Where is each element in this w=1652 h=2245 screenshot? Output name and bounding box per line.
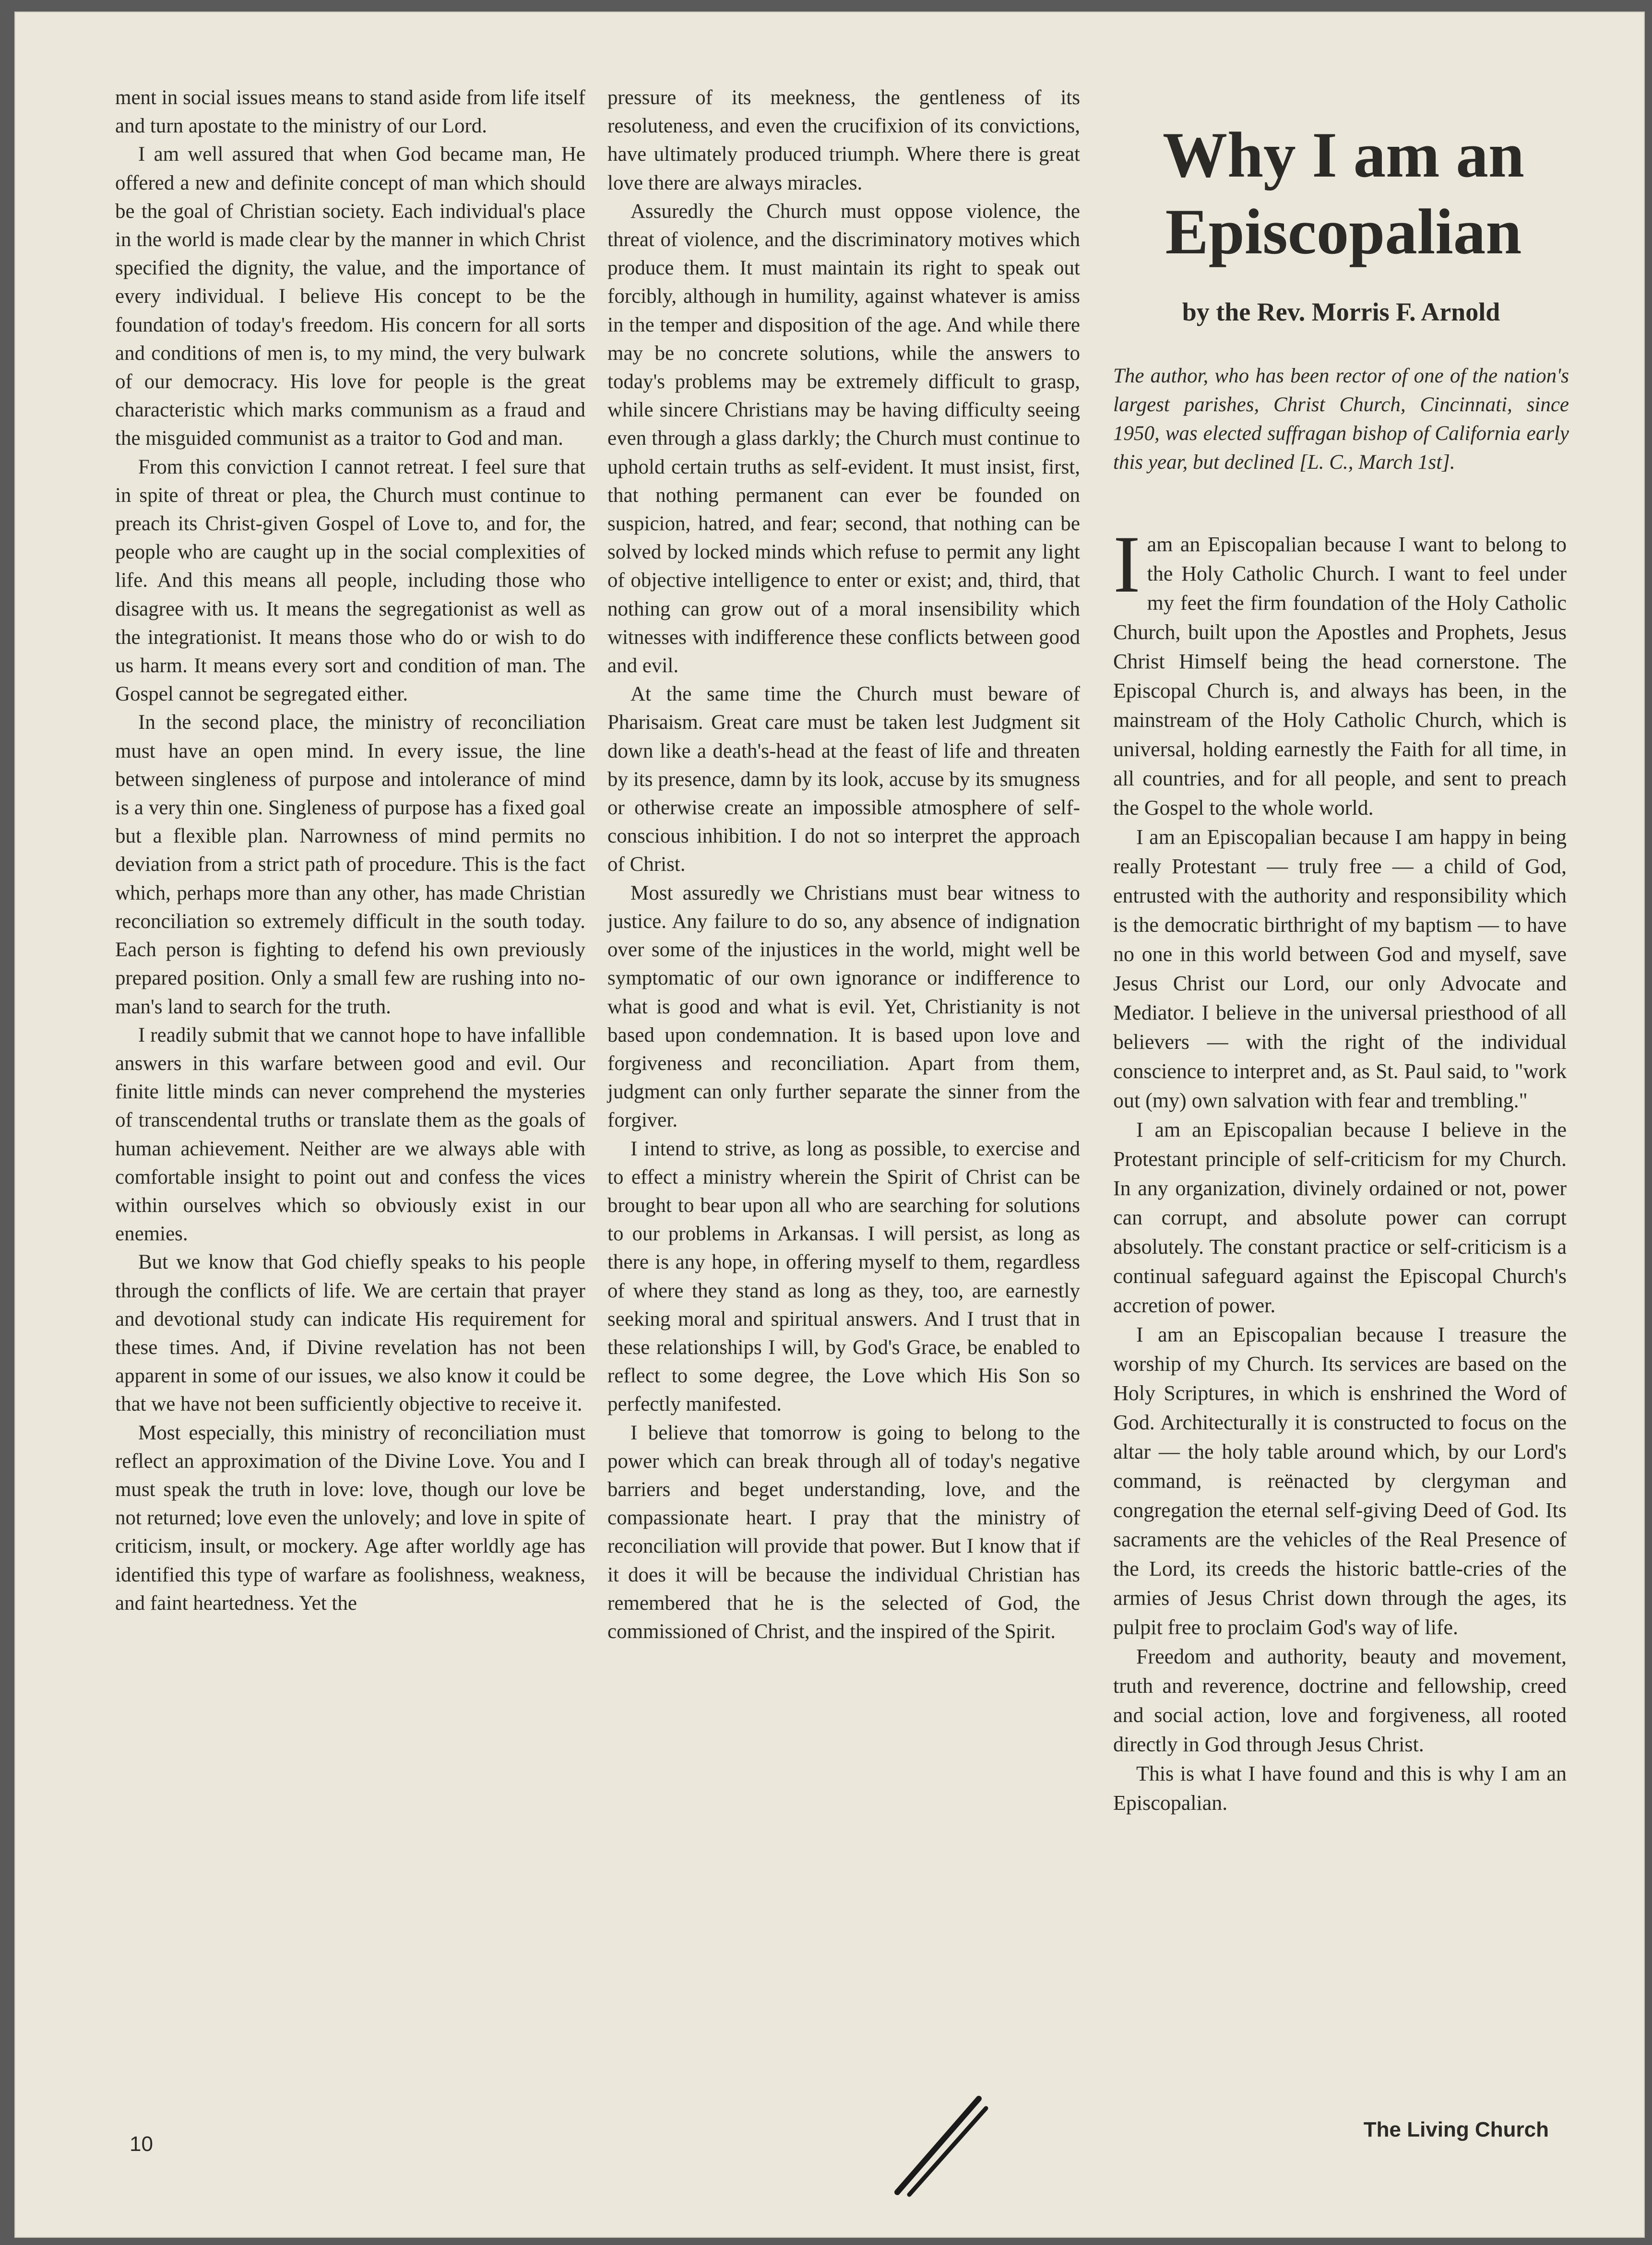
- paragraph: From this conviction I cannot retreat. I feel sure that in spite of threat or plea, the Church must continue to preach its Christ-given Gospel of Love to, and for, the people who are caught up in the social complexities of life. And this means all people, including those who disagree with us. It means the segregationist as well as the integrationist. It means those who do or wish to do us harm. It means every sort and condition of man. The Gospel cannot be segregated either.: [115, 455, 585, 706]
- author-note: The author, who has been rector of one of the nation's largest parishes, Christ Church, Cincinnati, since 1950, was elected suffragan bishop of California early this year, but declined [L. C., March 1st].: [1113, 365, 1569, 474]
- middle-column: [607, 83, 1080, 1646]
- paragraph: This is what I have found and this is why I am an Episcopalian.: [1113, 1762, 1567, 1815]
- paragraph: I am well assured that when God became man, He offered a new and definite concept of man which should be the goal of Christian society. Each individual's place in the world is made clear by the manner in which Christ specified the dignity, the value, and the importance of every individual. I believe His concept to be the foundation of today's freedom. His concern for all sorts and conditions of men is, to my mind, the very bulwark of our democracy. His love for people is the great characteristic which marks communism as a fraud and the misguided communist as a traitor to God and man.: [115, 143, 585, 450]
- drop-cap: I: [1113, 519, 1141, 609]
- paragraph: At the same time the Church must beware of Pharisaism. Great care must be taken lest Judgment sit down like a death's-head at the feast of life and threaten by its presence, damn by its look, accuse by its smugness or otherwise create an impossible atmosphere of self-conscious inhibition. I do not so interpret the approach of Christ.: [607, 683, 1080, 876]
- paragraph-text: am an Episcopalian because I want to belong to the Holy Catholic Church. I want to feel under my feet the firm foundation of the Holy Catholic Church, built upon the Apostles and Prophets, Jesus Christ Himself being the head cornerstone. The Episcopal Church is, and always has been, in the mainstream of the Holy Catholic Church, which is universal, holding earnestly the Faith for all time, in all countries, and for all people, and sent to preach the Gospel to the whole world.: [1113, 533, 1567, 820]
- paragraph: I believe that tomorrow is going to belong to the power which can break through all of today's negative barriers and beget understanding, love, and the compassionate heart. I pray that the ministry of reconciliation will provide that power. But I know that if it does it will be because the individual Christian has remembered that he is the selected of God, the commissioned of Christ, and the inspired of the Spirit.: [607, 1421, 1080, 1643]
- paragraph: ment in social issues means to stand aside from life itself and turn apostate to the ministry of our Lord.: [115, 86, 585, 138]
- paragraph: Most especially, this ministry of reconciliation must reflect an approximation of the Divine Love. You and I must speak the truth in love: love, though our love be not returned; love even the unlovely; and love in spite of criticism, insult, or mockery. Age after worldly age has identified this type of warfare as foolishness, weakness, and faint heartedness. Yet the: [115, 1421, 585, 1615]
- article-byline: by the Rev. Morris F. Arnold: [1182, 297, 1500, 326]
- publication-name: The Living Church: [1363, 2118, 1549, 2141]
- paragraph: In the second place, the ministry of reconciliation must have an open mind. In every issue, the line between singleness of purpose and intolerance of mind is a very thin one. Singleness of purpose has a fixed goal but a flexible plan. Narrowness of mind permits no deviation from a strict path of procedure. This is the fact which, perhaps more than any other, has made Christian reconciliation so extremely difficult in the south today. Each person is fighting to defend his own previously prepared position. Only a small few are rushing into no-man's land to search for the truth.: [115, 711, 585, 1018]
- paragraph: I intend to strive, as long as possible, to exercise and to effect a ministry wherein the Spirit of Christ can be brought to bear upon all who are searching for solutions to our problems in Arkansas. I will persist, as long as there is any hope, in offering myself to them, regardless of where they stand as long as they, too, are earnestly seeking moral and spiritual answers. And I trust that in these relationships I will, by God's Grace, be enabled to reflect to some degree, the Love which His Son so perfectly manifested.: [607, 1137, 1080, 1416]
- pen-stroke-icon: [888, 2089, 993, 2199]
- paragraph: pressure of its meekness, the gentleness of its resoluteness, and even the crucifixion of its convictions, have ultimately produced triumph. Where there is great love there are always miracles.: [607, 86, 1080, 194]
- paragraph: I am an Episcopalian because I believe in the Protestant principle of self-criticism for my Church. In any organization, divinely ordained or not, power can corrupt, and absolute power can corrupt absolutely. The constant practice or self-criticism is a continual safeguard against the Episcopal Church's accretion of power.: [1113, 1118, 1567, 1317]
- paragraph: Assuredly the Church must oppose violence, the threat of violence, and the discriminatory motives which produce them. It must maintain its right to speak out forcibly, although in humility, against whatever is amiss in the temper and disposition of the age. And while there may be no concrete solutions, while the answers to today's problems may be extremely difficult to grasp, while sincere Christians may be having difficulty seeing even through a glass darkly; the Church must continue to uphold certain truths as self-evident. It must insist, first, that nothing permanent can ever be founded on suspicion, hatred, and fear; second, that nothing can be solved by locked minds which refuse to permit any light of objective intelligence to enter or exist; and, third, that nothing can grow out of a moral insensibility which witnesses with indifference these conflicts between good and evil.: [607, 200, 1080, 677]
- left-column: [115, 83, 585, 1617]
- page-number: 10: [130, 2132, 153, 2156]
- magazine-page: [14, 12, 1645, 2238]
- right-column: [1113, 519, 1567, 1817]
- paragraph: [1113, 519, 1567, 822]
- paragraph: I am an Episcopalian because I am happy in being really Protestant — truly free — a child of God, entrusted with the authority and responsibility which is the democratic birthright of my baptism — to have no one in this world between God and myself, save Jesus Christ our Lord, our only Advocate and Mediator. I believe in the universal priesthood of all believers — with the right of the individual conscience to interpret and, as St. Paul said, to "work out (my) own salvation with fear and trembling.": [1113, 825, 1567, 1112]
- paragraph: But we know that God chiefly speaks to his people through the conflicts of life. We are certain that prayer and devotional study can indicate His requirement for these times. And, if Divine revelation has not been apparent in some of our issues, we also know it could be that we have not been sufficiently objective to receive it.: [115, 1251, 585, 1416]
- paragraph: Most assuredly we Christians must bear witness to justice. Any failure to do so, any absence of indignation over some of the injustices in the world, might well be symptomatic of our own ignorance or indifference to what is good and what is evil. Yet, Christianity is not based upon condemnation. It is based upon love and forgiveness and reconciliation. Apart from them, judgment can only further separate the sinner from the forgiver.: [607, 881, 1080, 1132]
- paragraph: I readily submit that we cannot hope to have infallible answers in this warfare between good and evil. Our finite little minds can never comprehend the mysteries of transcendental truths or translate them as the goals of human achievement. Neither are we always able with comfortable insight to point out and confess the vices within ourselves which so obviously exist in our enemies.: [115, 1023, 585, 1246]
- paragraph: I am an Episcopalian because I treasure the worship of my Church. Its services are based on the Holy Scriptures, in which is enshrined the Word of God. Architecturally it is constructed to focus on the altar — the holy table around which, by our Lord's command, is reënacted by clergyman and congregation the eternal self-giving Deed of God. Its sacraments are the vehicles of the Real Presence of the Lord, its creeds the historic battle-cries of the armies of Jesus Christ down through the ages, its pulpit free to proclaim God's way of life.: [1113, 1323, 1567, 1639]
- article-title: Why I am an Episcopalian: [1163, 119, 1524, 268]
- paragraph: Freedom and authority, beauty and movement, truth and reverence, doctrine and fellowship, creed and social action, love and forgiveness, all rooted directly in God through Jesus Christ.: [1113, 1645, 1567, 1756]
